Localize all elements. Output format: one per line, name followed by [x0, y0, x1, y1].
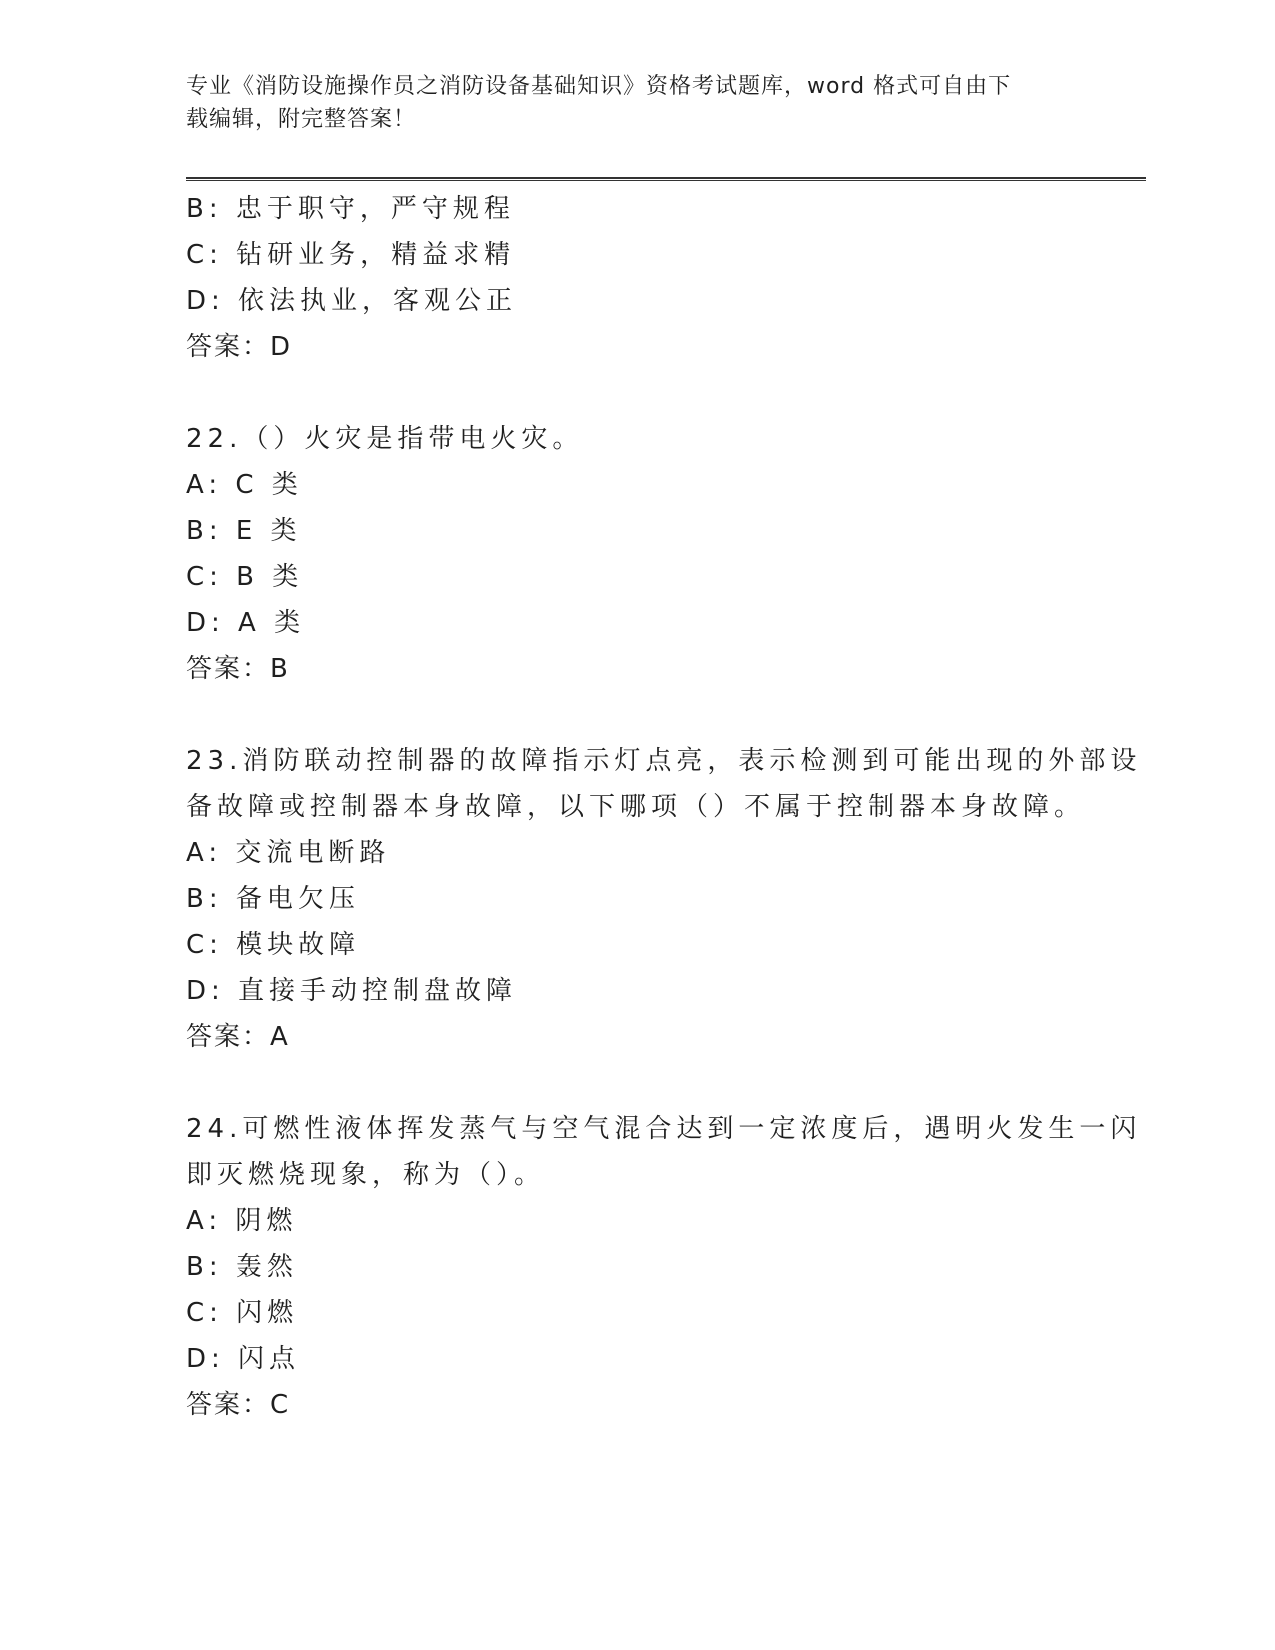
document-header [186, 70, 1086, 136]
answer: 答案：A [186, 1022, 290, 1052]
option-b: B: E 类 [186, 516, 302, 546]
option-b: B: 备电欠压 [186, 884, 360, 914]
option-d: D: A 类 [186, 608, 306, 638]
question-stem-line-2: 备故障或控制器本身故障，以下哪项（）不属于控制器本身故障。 [186, 792, 1086, 822]
question-23 [186, 738, 1142, 1060]
option-d: D: 闪点 [186, 1344, 301, 1374]
answer: 答案：C [186, 1390, 291, 1420]
option-b: B: 忠于职守，严守规程 [186, 194, 515, 224]
question-stem-line-2: 即灭燃烧现象，称为（）。 [186, 1160, 546, 1190]
header-divider [186, 177, 1146, 181]
question-stem-line-1: 23.消防联动控制器的故障指示灯点亮，表示检测到可能出现的外部设 [186, 746, 1142, 776]
spacer [186, 1060, 1086, 1106]
answer: 答案：B [186, 654, 290, 684]
question-21-continued [186, 186, 1086, 370]
header-line-2: 载编辑，附完整答案！ [186, 107, 417, 132]
question-list [186, 186, 1142, 1428]
option-d: D: 依法执业，客观公正 [186, 286, 518, 316]
question-24 [186, 1106, 1142, 1428]
option-c: C: 钻研业务，精益求精 [186, 240, 516, 270]
option-d: D: 直接手动控制盘故障 [186, 976, 518, 1006]
question-stem-line-1: 24.可燃性液体挥发蒸气与空气混合达到一定浓度后，遇明火发生一闪 [186, 1114, 1142, 1144]
option-c: C: B 类 [186, 562, 304, 592]
option-a: A: C 类 [186, 470, 303, 500]
option-c: C: 闪燃 [186, 1298, 299, 1328]
option-c: C: 模块故障 [186, 930, 361, 960]
option-a: A: 交流电断路 [186, 838, 391, 868]
header-line-1: 专业《消防设施操作员之消防设备基础知识》资格考试题库，word 格式可自由下 [186, 74, 1012, 99]
spacer [186, 692, 1086, 738]
option-b: B: 轰然 [186, 1252, 298, 1282]
option-a: A: 阴燃 [186, 1206, 298, 1236]
spacer [186, 370, 1086, 416]
question-22 [186, 416, 1086, 692]
answer: 答案：D [186, 332, 293, 362]
question-stem: 22.（）火灾是指带电火灾。 [186, 424, 584, 454]
